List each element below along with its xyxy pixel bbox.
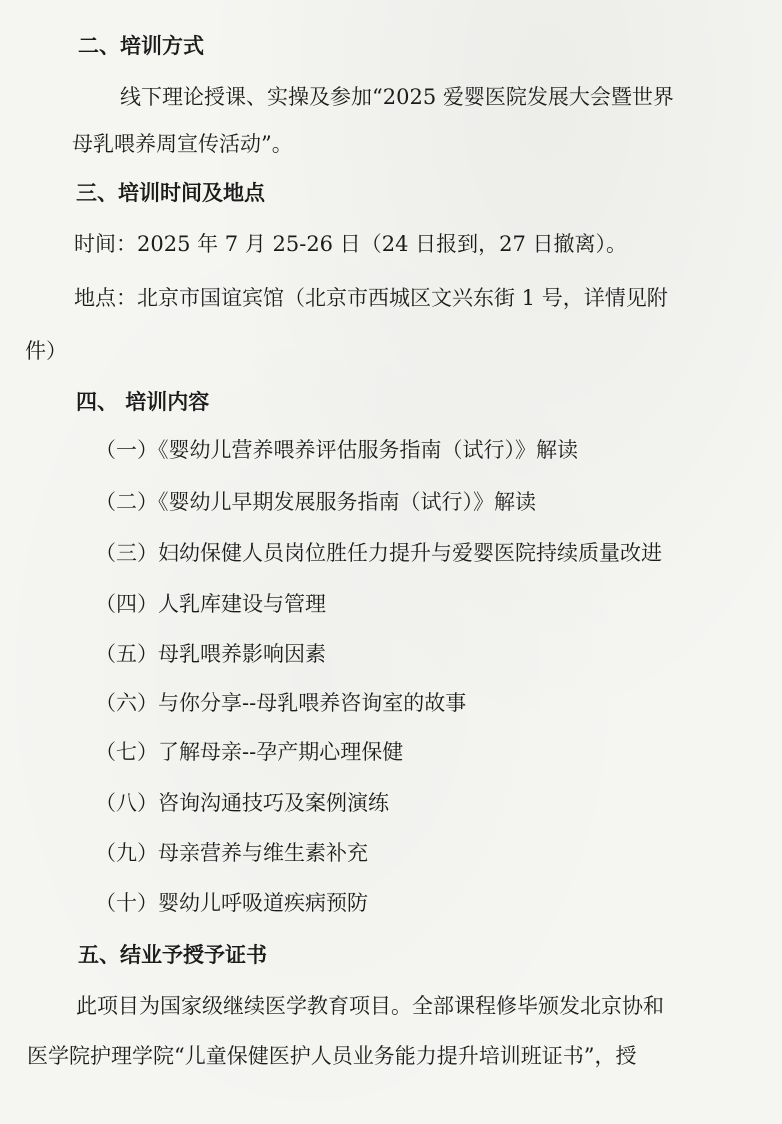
- content-item: （三）妇幼保健人员岗位胜任力提升与爱婴医院持续质量改进: [95, 541, 662, 565]
- section-heading-training-method: 二、培训方式: [78, 34, 204, 58]
- content-item: （二）《婴幼儿早期发展服务指南（试行）》解读: [95, 490, 536, 514]
- training-method-text-line2: 母乳喂养周宣传活动”。: [72, 132, 293, 156]
- certificate-text-line1: 此项目为国家级继续医学教育项目。全部课程修毕颁发北京协和: [76, 994, 664, 1018]
- content-item: （五）母乳喂养影响因素: [95, 642, 326, 666]
- content-item: （九）母亲营养与维生素补充: [95, 841, 368, 865]
- training-place-text-line2: 件）: [25, 339, 67, 363]
- training-place-text-line1: 地点：北京市国谊宾馆（北京市西城区文兴东街 1 号，详情见附: [74, 286, 668, 310]
- content-item: （十）婴幼儿呼吸道疾病预防: [95, 891, 368, 915]
- content-item: （一）《婴幼儿营养喂养评估服务指南（试行）》解读: [95, 438, 578, 462]
- content-item: （四）人乳库建设与管理: [95, 592, 326, 616]
- section-heading-training-content: 四、 培训内容: [76, 390, 210, 414]
- section-heading-certificate: 五、结业予授予证书: [78, 943, 267, 967]
- content-item: （八）咨询沟通技巧及案例演练: [95, 791, 389, 815]
- content-item: （七）了解母亲--孕产期心理保健: [95, 740, 404, 764]
- section-heading-time-place: 三、培训时间及地点: [76, 181, 265, 205]
- training-time-text: 时间：2025 年 7 月 25-26 日（24 日报到，27 日撤离）。: [74, 232, 628, 256]
- certificate-text-line2: 医学院护理学院“儿童保健医护人员业务能力提升培训班证书”，授: [27, 1044, 637, 1068]
- content-item: （六）与你分享--母乳喂养咨询室的故事: [95, 691, 467, 715]
- training-method-text-line1: 线下理论授课、实操及参加“2025 爱婴医院发展大会暨世界: [120, 85, 674, 109]
